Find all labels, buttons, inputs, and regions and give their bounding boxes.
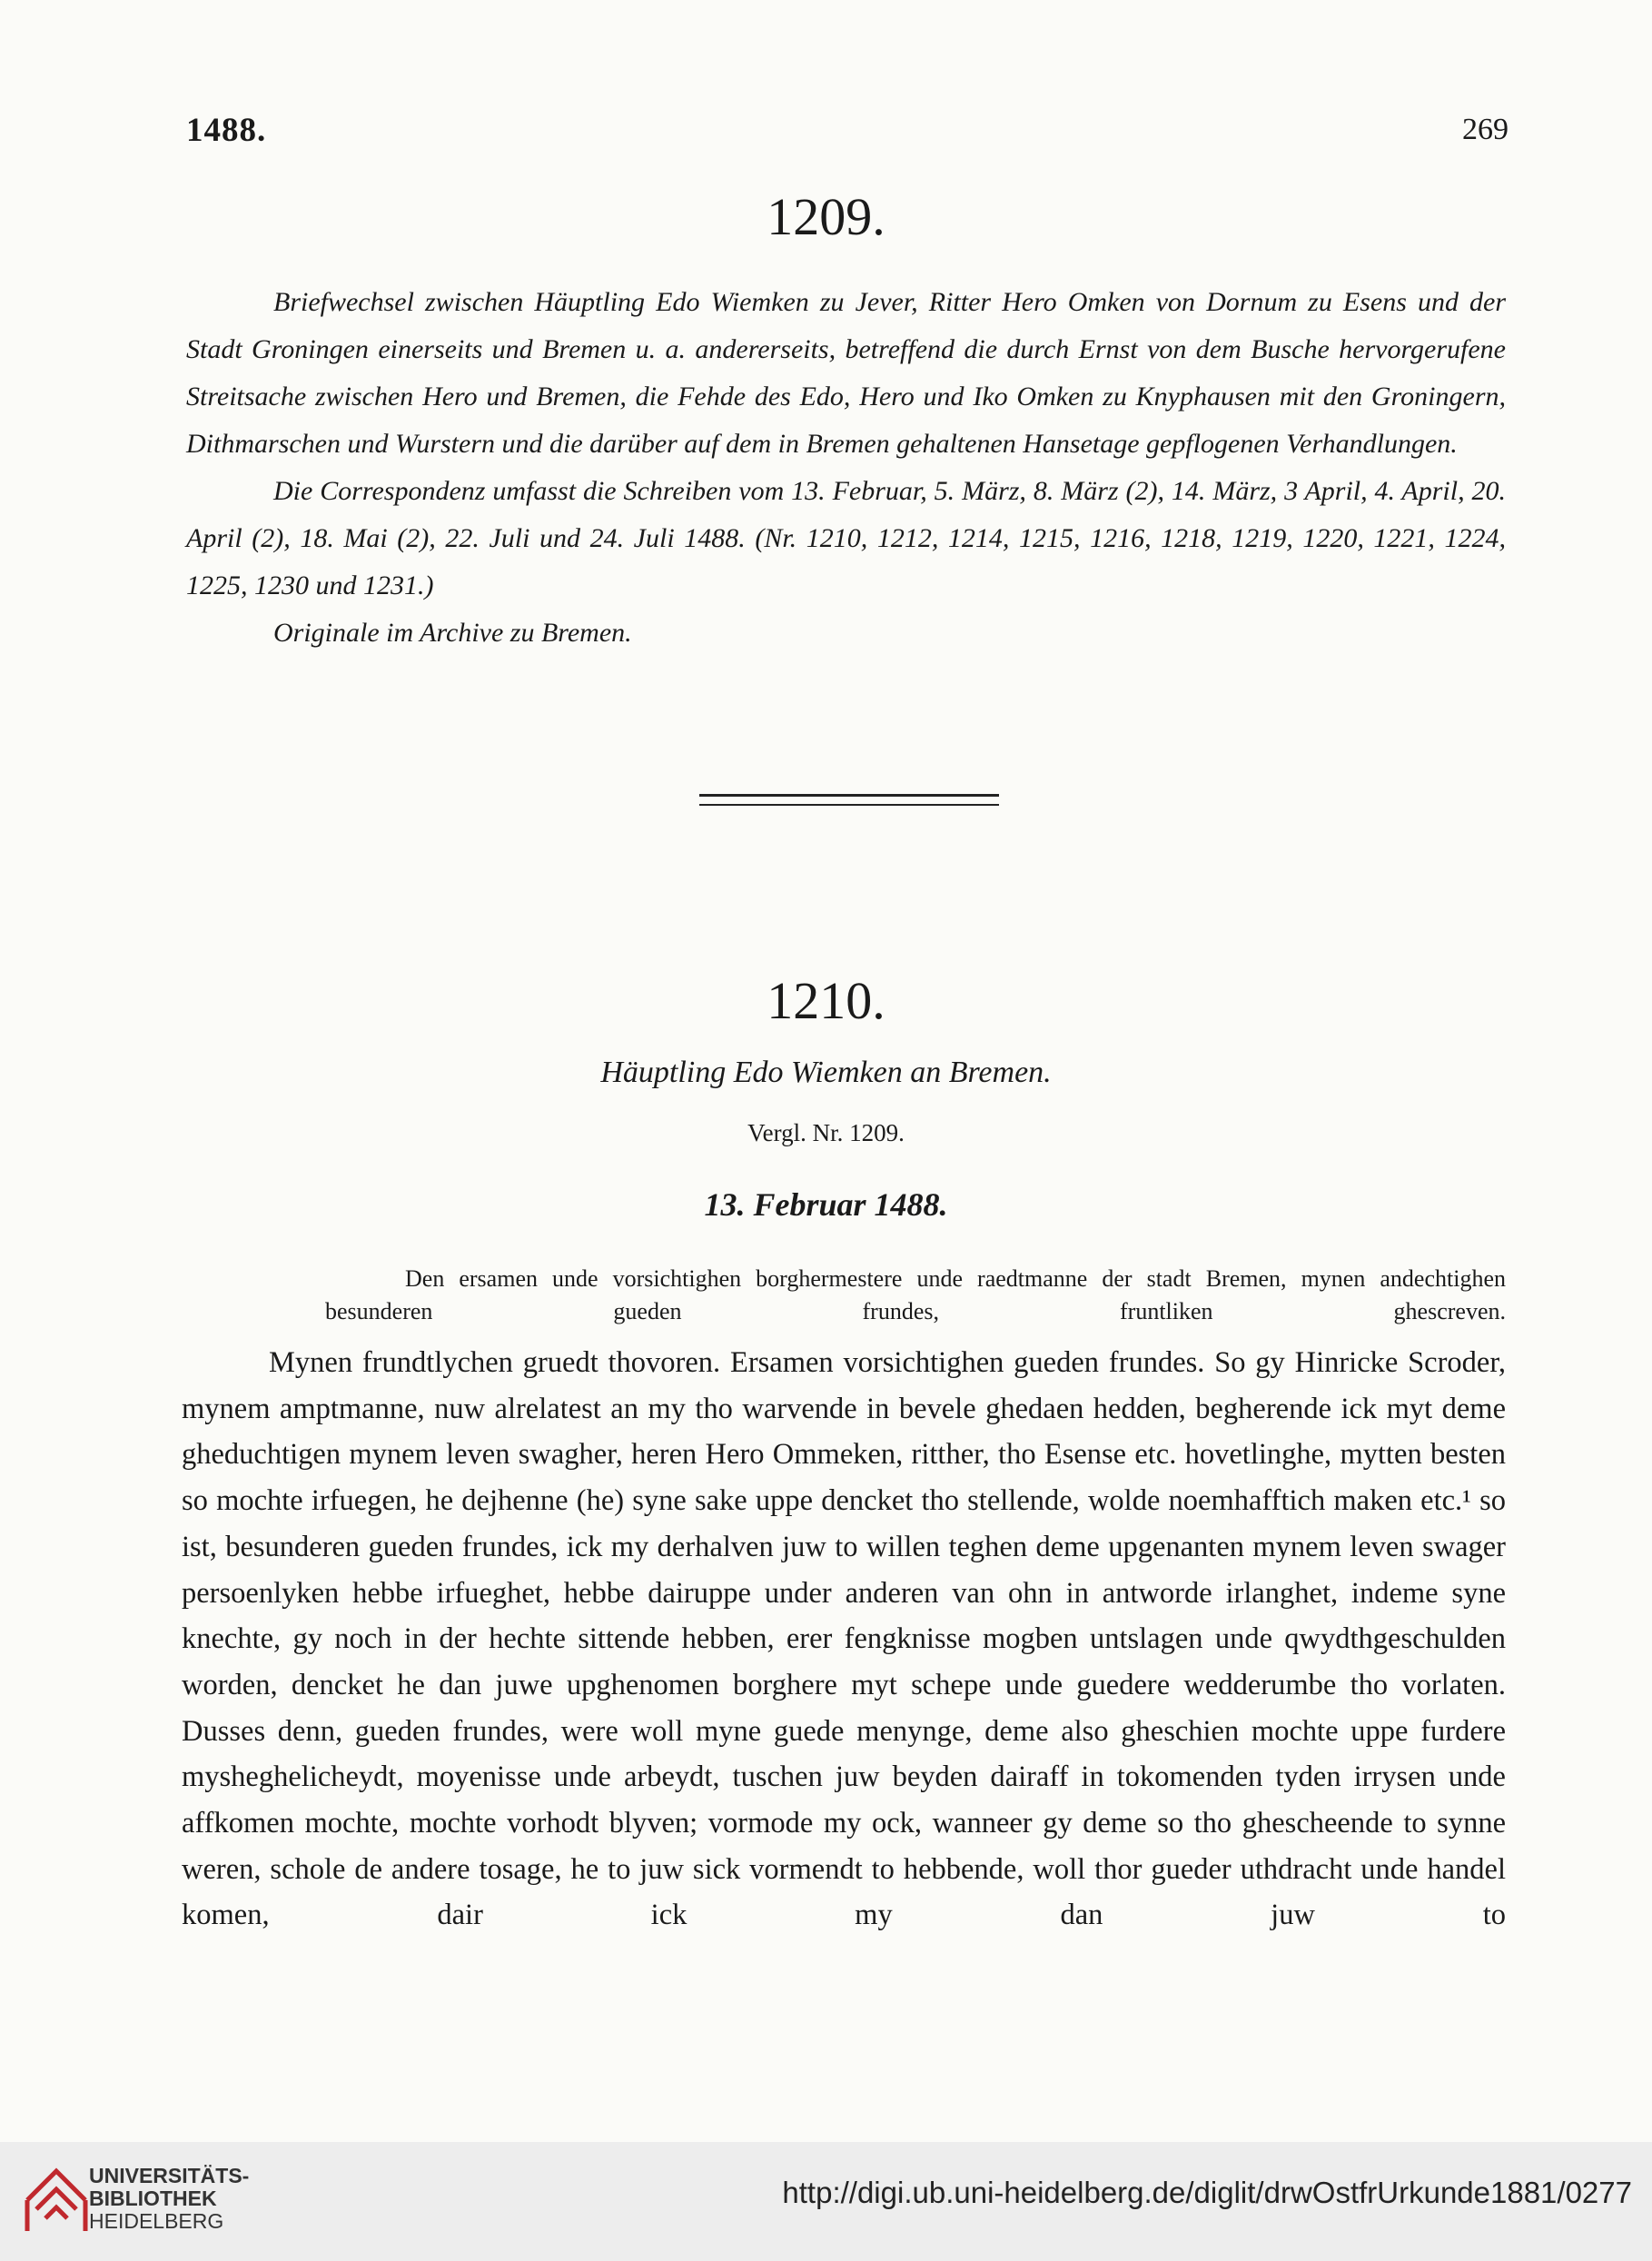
document-1210-body: Mynen frundtlychen gruedt thovoren. Ersamen vorsichtighen gueden frundes. So gy Hinricke Scroder, mynem amptmanne, nuw alrelatest an my tho warvende in bevele ghedaen hedden, begherende ick myt deme gheduchtigen mynem leven swagher, heren Hero Ommeken, ritther, tho Esense etc. hovetlinghe, mytten besten so mochte irfuegen, he dejhenne (he) syne sake uppe dencket tho stellende, wolde noemhafftich maken etc.¹ so ist, besunderen gueden frundes, ick my derhalven juw to willen teghen deme upgenanten mynem leven swager persoenlyken hebbe irfueghet, hebbe dairuppe under anderen van ohn in antworde irlanghet, indeme syne knechte, gy noch in der hechte sittende hebben, erer fengknisse mogben untslagen unde qwydthgeschulden worden, dencket he dan juwe upghenomen borghere myt schepe unde guedere wedderumbe tho vorlaten. Dusses denn, gueden frundes, were woll myne guede menynge, deme also gheschien mochte uppe furdere mysheghelicheydt, moyenisse unde arbeydt, tuschen juw beyden dairaff in tokomenden tyden irrysen unde affkomen mochte, mochte vorhodt blyven; vormode my ock, wanneer gy deme so tho ghescheende to synne weren, schole de andere tosage, he to juw sick vormendt to hebbende, woll thor gueder uthdracht unde handel komen, dair ick my dan juw to <box>182 1346 1506 1932</box>
document-1210-body-block <box>182 1340 1506 1939</box>
document-1210-date: 13. Februar 1488. <box>704 1186 948 1223</box>
page-header-year: 1488. <box>186 112 267 149</box>
document-number-1209: 1209. <box>767 187 885 246</box>
document-number-1210: 1210. <box>767 971 885 1030</box>
page-number: 269 <box>1462 113 1509 146</box>
section-divider <box>699 794 999 806</box>
document-1210-title: Häuptling Edo Wiemken an Bremen. <box>600 1056 1052 1089</box>
source-url-link[interactable]: http://digi.ub.uni-heidelberg.de/diglit/drwOstfrUrkunde1881/0277 <box>782 2176 1632 2209</box>
library-name-line-3: HEIDELBERG <box>89 2209 224 2233</box>
document-1209-summary: Briefwechsel zwischen Häuptling Edo Wiemken zu Jever, Ritter Hero Omken von Dornum zu Esens und der Stadt Groningen einerseits und Bremen u. a. andererseits, betreffend die durch Ernst von dem Busche hervorgerufene Streitsache zwischen Hero und Bremen, die Fehde des Edo, Hero und Iko Omken zu Knyphausen mit den Groningern, Dithmarschen und Wurstern und die darüber auf dem in Bremen gehaltenen Hansetage gepflogenen Verhandlungen. <box>186 287 1506 459</box>
document-1209-summary-block <box>186 279 1506 657</box>
document-1210-address: Den ersamen unde vorsichtighen borghermestere unde raedtmanne der stadt Bremen, mynen andechtighen besunderen gueden frundes, fruntliken ghescreven. <box>325 1265 1506 1324</box>
library-name-line-2: BIBLIOTHEK <box>89 2187 217 2210</box>
document-1209-originals: Originale im Archive zu Bremen. <box>273 618 632 648</box>
document-1210-reference: Vergl. Nr. 1209. <box>747 1119 905 1146</box>
library-name <box>89 2165 249 2233</box>
document-1210-address-block <box>325 1263 1506 1328</box>
library-name-line-1: UNIVERSITÄTS- <box>89 2164 250 2187</box>
document-1209-correspondence: Die Correspondenz umfasst die Schreiben vom 13. Februar, 5. März, 8. März (2), 14. März, 3 April, 4. April, 20. April (2), 18. Mai (2), 22. Juli und 24. Juli 1488. (Nr. 1210, 1212, 1214, 1215, 1216, 1218, 1219, 1220, 1221, 1224, 1225, 1230 und 1231.) <box>186 476 1506 600</box>
